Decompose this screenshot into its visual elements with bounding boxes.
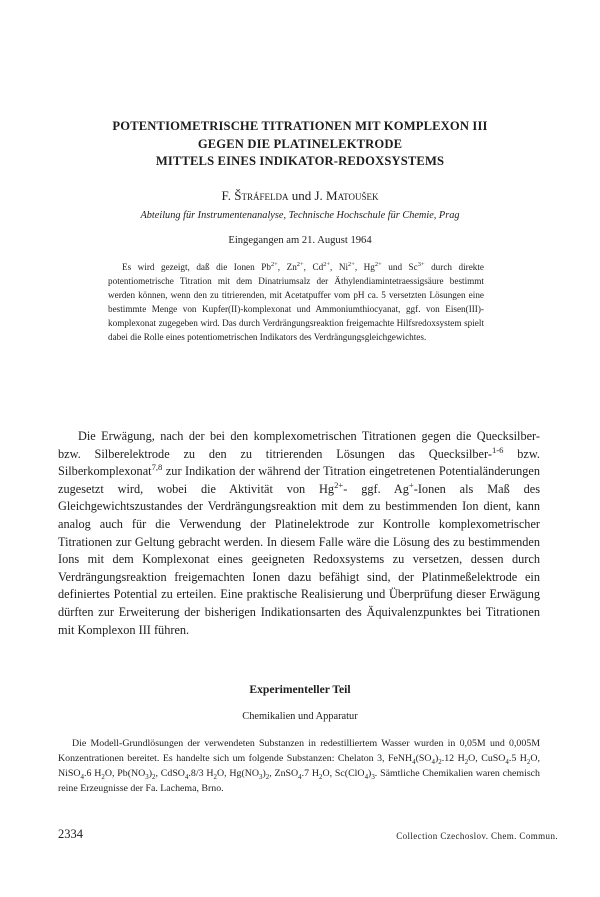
materials-text: .5 H [508, 753, 527, 765]
formula-subscript: 3 [371, 774, 375, 782]
ion-charge: 2+ [323, 260, 331, 268]
formula-subscript: 3 [259, 774, 263, 782]
formula-subscript: 4 [505, 759, 509, 767]
abstract-text: , Hg [354, 262, 375, 272]
title-line-3: MITTELS EINES INDIKATOR-REDOXSYSTEMS [155, 154, 445, 168]
body-paragraph [58, 428, 540, 639]
received-date: Eingegangen am 21. August 1964 [228, 235, 372, 246]
author-2-initial: J. [314, 188, 323, 203]
page-number: 2334 [58, 827, 83, 841]
title-line-1: POTENTIOMETRISCHE TITRATIONEN MIT KOMPLEXON III [112, 119, 488, 133]
formula-subscript: 2 [101, 774, 105, 782]
materials-text: ) [148, 768, 153, 780]
body-text: zur Indikation der während der Titration eingetretenen Potentialänderungen zugesetzt wird, wobei die Aktivität von Hg [58, 464, 540, 496]
materials-text: (SO [415, 753, 432, 765]
ion-charge: 2+ [374, 260, 382, 268]
molar-unit: M [531, 738, 541, 749]
ion-charge: 2+ [348, 260, 355, 268]
body-text: bzw. Silberkomplexonat [58, 446, 540, 479]
formula-subscript: 4 [80, 774, 84, 782]
formula-subscript: 2 [319, 774, 323, 782]
author-1-surname: Štráfelda [234, 188, 289, 203]
abstract-text: , Zn [277, 262, 297, 272]
materials-text: Die Modell-Grundlösungen der verwendeten Substanzen in redestilliertem Wasser wurden in 0,05 [72, 738, 477, 749]
materials-section [58, 736, 540, 796]
ion-charge: 2+ [334, 479, 344, 490]
reference-marker: 1-6 [491, 444, 504, 455]
materials-text: ) [368, 768, 372, 780]
materials-text: O, Pb(NO [104, 768, 146, 780]
formula-subscript: 2 [464, 759, 469, 767]
title-line-2: GEGEN DIE PLATINELEKTRODE [197, 136, 403, 151]
article-title [60, 118, 540, 171]
journal-name: Collection Czechoslov. Chem. Commun. [396, 831, 558, 841]
materials-paragraph [58, 736, 540, 796]
materials-text: und 0,005 [485, 738, 532, 749]
abstract-text: , Cd [303, 262, 324, 272]
molar-unit: M [476, 738, 486, 749]
formula-subscript: 2 [265, 774, 270, 782]
affiliation: Abteilung für Instrumentenanalyse, Technische Hochschule für Chemie, Prag [140, 210, 460, 221]
ion-charge: 2+ [270, 260, 278, 268]
materials-text: .8/3 H [188, 768, 214, 780]
materials-text: O, CuSO [468, 753, 506, 765]
formula-subscript: 2 [526, 759, 531, 767]
author-2-surname: Matoušek [326, 188, 379, 203]
introduction [58, 428, 540, 639]
abstract-text: , Ni [330, 262, 349, 272]
abstract-text: durch direkte potentiometrische Titration mit dem Dinatriumsalz der Äthylendiamintetraessigsäure bestimmt werden können, wenn den zu titrierenden, mit Acetatpuffer vom pH ca. 5 versetzten Lösungen eine bestimmte Menge von Kupfer(II)-komplexonat und Ammoniumthiocyanat, ggf. von Eisen(III)-komplexonat zugegeben wird. Das durch Verdrängungsreaktion freigemachte Hilfsredoxsystem spielt dabei die Rolle eines potentiometrischen Indikators des Verdrängungsgleichgewichtes. [108, 262, 485, 342]
materials-text: .12 H [441, 753, 465, 765]
materials-text: . Sämtliche Chemikalien waren chemisch reine Erzeugnisse der Fa. Lachema, Brno. [58, 768, 540, 795]
ion-charge: + [408, 479, 414, 490]
abstract-text: Es wird gezeigt, daß die Ionen Pb [122, 262, 271, 272]
materials-text: O, Sc(ClO [322, 768, 365, 780]
body-text: Die Erwägung, nach der bei den komplexometrischen Titrationen gegen die Quecksilber- bzw. Silberelektrode zu den zu titrierenden Lösungen das Quecksilber- [58, 429, 540, 461]
body-text: -Ionen als Maß des Gleichgewichtszustandes der Verdrängungsreaktion mit dem zu bestimmenden Ion dient, kann analog auch für die Verwendung der Platinelektrode zur Kontrolle komplexometrischer Titrationen zur Geltung gebracht werden. In diesem Falle wäre die Lösung des zu bestimmenden Ions mit dem Komplexonat eines geeigneten Redoxsystems zu versetzen, dessen durch Verdrängungsreaktion freigemachten Ionen dazu befähigt sind, der Platinmeßelektrode ein definiertes Potential zu erteilen. Eine praktische Realisierung und Überprüfung dieser Erwägung dürften zur Erweiterung der bisherigen Indikationsarten des Äquivalenzpunktes bei Titrationen mit Komplexon III führen. [58, 481, 540, 637]
abstract [108, 261, 484, 344]
materials-text: .6 H [83, 768, 102, 780]
abstract-text: und Sc [381, 262, 418, 272]
section-heading: Experimenteller Teil [249, 683, 351, 696]
abstract-paragraph [108, 261, 484, 344]
formula-subscript: 2 [213, 774, 217, 782]
body-text: - ggf. Ag [343, 481, 409, 496]
materials-text: .7 H [301, 768, 320, 780]
formula-subscript: 4 [364, 774, 369, 782]
formula-subscript: 4 [431, 759, 435, 767]
formula-subscript: 4 [184, 774, 189, 782]
materials-text: ) [434, 753, 439, 765]
formula-subscript: 4 [412, 759, 416, 767]
formula-subscript: 2 [438, 759, 442, 767]
formula-subscript: 2 [152, 774, 156, 782]
ion-charge: 2+ [296, 260, 304, 268]
subsection-heading: Chemikalien und Apparatur [242, 711, 358, 722]
materials-text: O, Hg(NO [216, 768, 260, 780]
author-conjunction: und [291, 188, 312, 203]
ion-charge: 3+ [417, 260, 425, 268]
author-line [60, 188, 540, 204]
materials-text: , CdSO [155, 768, 185, 780]
materials-text: O, NiSO [58, 753, 540, 780]
formula-subscript: 4 [298, 774, 302, 782]
reference-marker: 7,8 [151, 462, 163, 473]
materials-text: , ZnSO [269, 768, 299, 780]
materials-text: Konzentrationen bereitet. Es handelte sich um folgende Substanzen: Chelaton 3, FeNH [58, 753, 413, 765]
author-1-initial: F. [221, 188, 231, 203]
materials-text: ) [262, 768, 266, 780]
formula-subscript: 3 [145, 774, 149, 782]
